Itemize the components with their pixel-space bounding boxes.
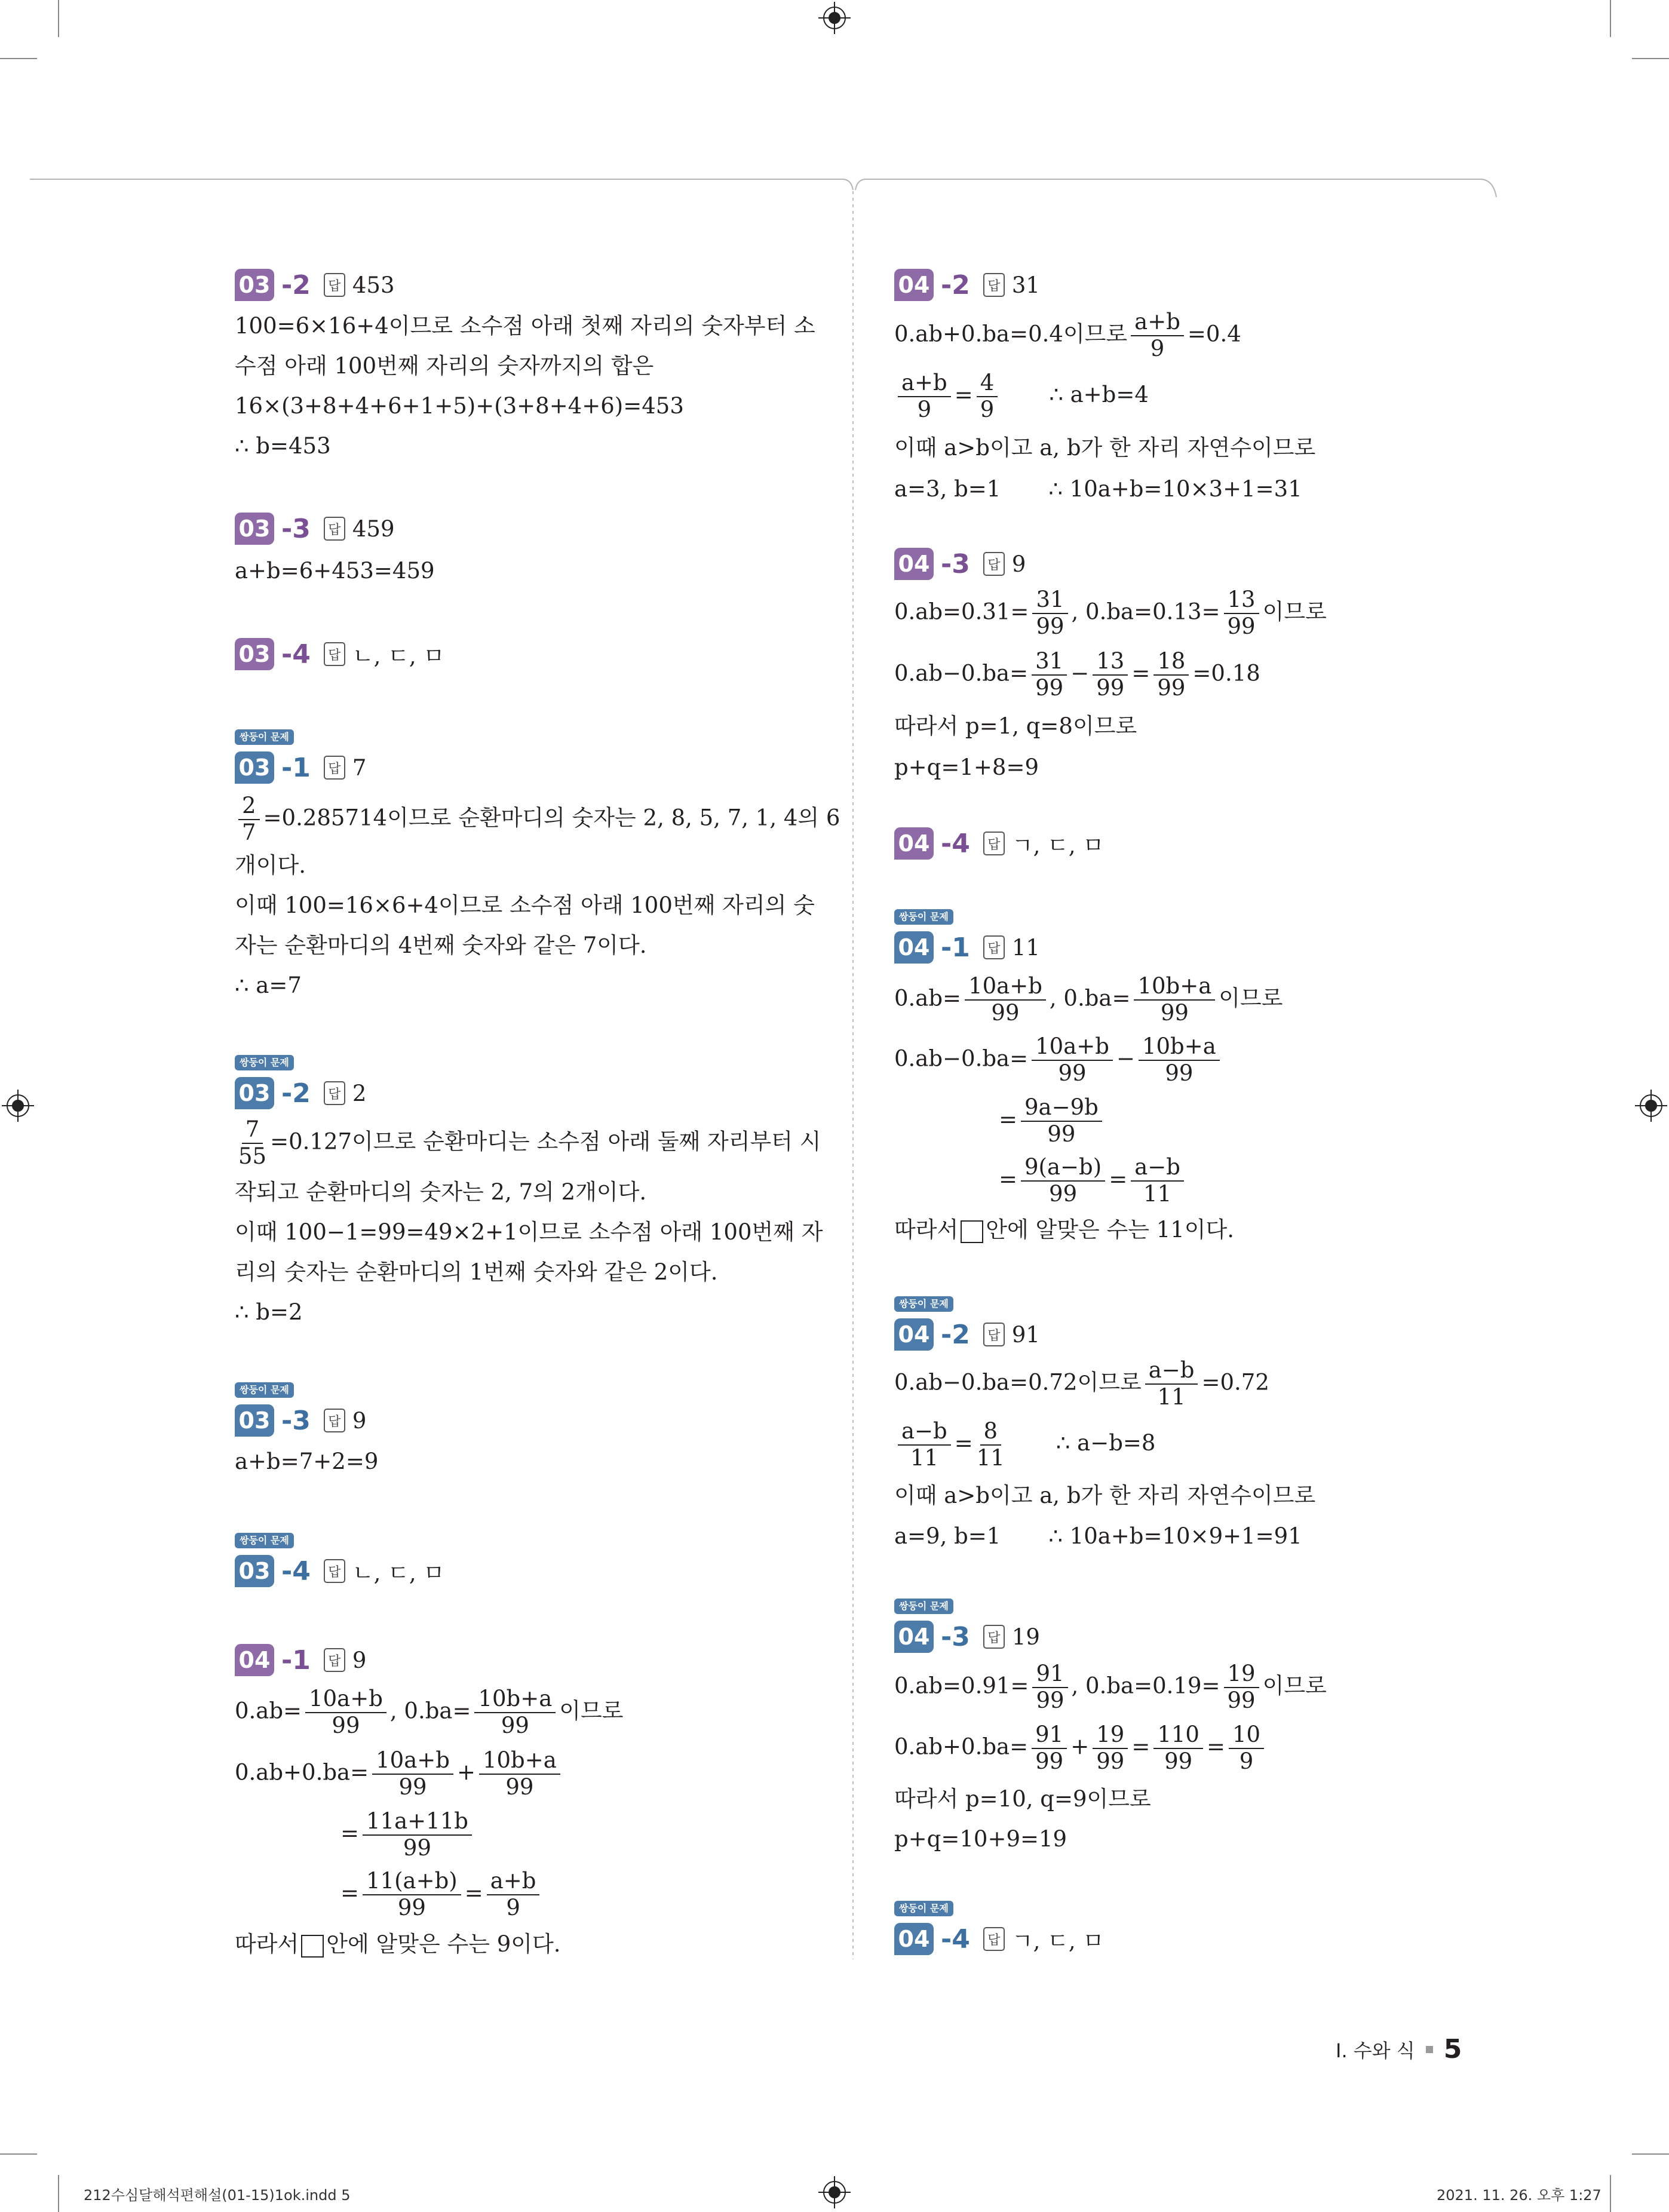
section-badge: 03 bbox=[235, 1555, 274, 1587]
solution-line: 0.ab−0.ba= $\frac{10a+b}{99}$ − $\frac{10b+a}{99}$ bbox=[894, 1035, 1223, 1085]
section-badge: 04 bbox=[894, 1318, 934, 1351]
answer-value: ㄱ, ㄷ, ㅁ bbox=[1011, 1928, 1105, 1954]
section-header bbox=[894, 827, 1104, 860]
section-badge: 04 bbox=[894, 1621, 934, 1653]
answer-icon: 답 bbox=[983, 552, 1005, 576]
section-suffix: -1 bbox=[941, 932, 970, 963]
solution-line: = $\frac{11(a+b)}{99}$ = $\frac{a+b}{9}$ bbox=[340, 1870, 543, 1920]
section-badge: 03 bbox=[235, 1404, 274, 1437]
answer-value: 453 bbox=[352, 272, 395, 298]
section-suffix: -2 bbox=[941, 1319, 970, 1350]
section-suffix: -2 bbox=[281, 1078, 311, 1109]
solution-line: a+b=6+453=459 bbox=[235, 558, 435, 584]
answer-value: 19 bbox=[1011, 1624, 1040, 1650]
section-suffix: -3 bbox=[941, 548, 970, 579]
section-badge: 04 bbox=[894, 1923, 934, 1955]
answer-value: ㄱ, ㄷ, ㅁ bbox=[1011, 833, 1105, 858]
answer-icon: 답 bbox=[983, 935, 1005, 959]
answer-icon: 답 bbox=[324, 1559, 345, 1583]
section-badge: 03 bbox=[235, 751, 274, 784]
answer-icon: 답 bbox=[983, 1927, 1005, 1951]
answer-icon: 답 bbox=[324, 273, 345, 297]
solution-line: = $\frac{9(a-b)}{99}$ = $\frac{a-b}{11}$ bbox=[999, 1156, 1188, 1206]
section-badge: 04 bbox=[894, 931, 934, 964]
solution-line: ∴ a=7 bbox=[235, 972, 302, 998]
answer-icon: 답 bbox=[324, 1648, 345, 1672]
solution-line: 이때 a>b이고 a, b가 한 자리 자연수이므로 bbox=[894, 1483, 1316, 1508]
fraction: $\frac{7}{55}$ bbox=[238, 1116, 267, 1169]
solution-line: 0.ab+0.ba= $\frac{91}{99}$ + $\frac{19}{99}$ = $\frac{110}{99}$ = $\frac{10}{9}$ bbox=[894, 1723, 1268, 1774]
solution-line: = $\frac{9a-9b}{99}$ bbox=[999, 1096, 1106, 1146]
solution-line: a+b=7+2=9 bbox=[235, 1449, 379, 1474]
solution-line: = $\frac{11a+11b}{99}$ bbox=[340, 1810, 475, 1860]
section-header bbox=[894, 1318, 1040, 1351]
section-badge: 04 bbox=[894, 548, 934, 580]
solution-line: a=9, b=1 ∴ 10a+b=10×9+1=91 bbox=[894, 1523, 1302, 1549]
answer-value: ㄴ, ㄷ, ㅁ bbox=[352, 1560, 445, 1586]
answer-icon: 답 bbox=[983, 1323, 1005, 1346]
twin-problem-tag: 쌍둥이 문제 bbox=[235, 1533, 294, 1548]
section-badge: 03 bbox=[235, 513, 274, 545]
section-header bbox=[235, 751, 366, 784]
section-suffix: -4 bbox=[941, 1923, 970, 1955]
answer-icon: 답 bbox=[324, 756, 345, 780]
solution-line: 자는 순환마디의 4번째 숫자와 같은 7이다. bbox=[235, 932, 647, 958]
answer-value: 9 bbox=[1011, 551, 1026, 577]
chapter-label: I. 수와 식 bbox=[1336, 2039, 1415, 2062]
section-header bbox=[894, 1621, 1040, 1653]
answer-icon: 답 bbox=[324, 642, 345, 666]
solution-line: 따라서 안에 알맞은 수는 11이다. bbox=[894, 1217, 1235, 1242]
solution-line: 수점 아래 100번째 자리의 숫자까지의 합은 bbox=[235, 353, 654, 379]
answer-icon: 답 bbox=[983, 832, 1005, 855]
section-header bbox=[235, 1077, 366, 1109]
solution-line: 작되고 순환마디의 숫자는 2, 7의 2개이다. bbox=[235, 1179, 647, 1205]
solution-line: p+q=10+9=19 bbox=[894, 1826, 1067, 1852]
section-header bbox=[235, 1644, 366, 1676]
section-header bbox=[235, 513, 395, 545]
section-badge: 03 bbox=[235, 269, 274, 301]
twin-problem-tag: 쌍둥이 문제 bbox=[894, 1296, 953, 1312]
section-badge: 04 bbox=[894, 269, 934, 301]
section-header bbox=[235, 269, 395, 301]
solution-line: 0.ab=0.31= $\frac{31}{99}$ , 0.ba=0.13= $\frac{13}{99}$ 이므로 bbox=[894, 587, 1327, 639]
solution-line: p+q=1+8=9 bbox=[894, 754, 1039, 780]
solution-line: 따라서 p=10, q=9이므로 bbox=[894, 1786, 1151, 1812]
solution-line: 0.ab= $\frac{10a+b}{99}$ , 0.ba= $\frac{10b+a}{99}$ 이므로 bbox=[894, 973, 1283, 1026]
twin-problem-tag: 쌍둥이 문제 bbox=[894, 1901, 953, 1916]
section-suffix: -1 bbox=[281, 1645, 311, 1676]
twin-problem-tag: 쌍둥이 문제 bbox=[894, 1599, 953, 1614]
section-header bbox=[894, 269, 1040, 301]
answer-icon: 답 bbox=[983, 273, 1005, 297]
solution-line: a=3, b=1 ∴ 10a+b=10×3+1=31 bbox=[894, 476, 1302, 502]
solution-line: 0.ab+0.ba=0.4이므로 $\frac{a+b}{9}$ =0.4 bbox=[894, 309, 1241, 361]
section-suffix: -1 bbox=[281, 752, 311, 783]
solution-line: 개이다. bbox=[235, 852, 306, 878]
solution-line: 0.ab+0.ba= $\frac{10a+b}{99}$ + $\frac{10b+a}{99}$ bbox=[235, 1749, 564, 1799]
fraction: $\frac{2}{7}$ bbox=[238, 794, 260, 845]
twin-problem-tag: 쌍둥이 문제 bbox=[894, 909, 953, 925]
page-number-block bbox=[1336, 2034, 1462, 2064]
section-suffix: -2 bbox=[281, 269, 311, 300]
section-badge: 04 bbox=[894, 827, 934, 860]
blank-box bbox=[301, 1935, 324, 1958]
answer-icon: 답 bbox=[324, 1409, 345, 1432]
answer-value: 9 bbox=[352, 1407, 367, 1434]
answer-icon: 답 bbox=[324, 1081, 345, 1105]
section-suffix: -4 bbox=[281, 639, 311, 670]
section-badge: 03 bbox=[235, 1077, 274, 1109]
twin-problem-tag: 쌍둥이 문제 bbox=[235, 1055, 294, 1070]
section-suffix: -3 bbox=[281, 1405, 311, 1436]
answer-value: 31 bbox=[1011, 272, 1040, 298]
solution-line: $\frac{a-b}{11}$ = $\frac{8}{11}$ ∴ a−b=8 bbox=[894, 1420, 1155, 1470]
answer-value: 2 bbox=[352, 1080, 367, 1106]
file-slug: 212수심달해석편해설(01-15)1ok.indd 5 bbox=[84, 2187, 351, 2204]
blank-box bbox=[961, 1220, 983, 1243]
answer-icon: 답 bbox=[324, 517, 345, 541]
section-header bbox=[894, 548, 1026, 580]
solution-line: 따라서 p=1, q=8이므로 bbox=[894, 713, 1137, 739]
solution-line: $\frac{7}{55}$ =0.127이므로 순환마디는 소수점 아래 둘째 자리부터 시 bbox=[238, 1116, 821, 1169]
solution-line: 0.ab=0.91= $\frac{91}{99}$ , 0.ba=0.19= $\frac{19}{99}$ 이므로 bbox=[894, 1661, 1327, 1713]
answer-value: 7 bbox=[352, 754, 367, 781]
twin-problem-tag: 쌍둥이 문제 bbox=[235, 1382, 294, 1398]
twin-problem-tag: 쌍둥이 문제 bbox=[235, 729, 294, 745]
section-badge: 03 bbox=[235, 638, 274, 670]
answer-icon: 답 bbox=[983, 1625, 1005, 1649]
answer-value: ㄴ, ㄷ, ㅁ bbox=[352, 643, 445, 669]
solution-line: 0.ab= $\frac{10a+b}{99}$ , 0.ba= $\frac{10b+a}{99}$ 이므로 bbox=[235, 1686, 624, 1738]
page-number: 5 bbox=[1443, 2034, 1462, 2064]
solution-line: 이때 100−1=99=49×2+1이므로 소수점 아래 100번째 자 bbox=[235, 1219, 823, 1245]
solution-line: 이때 a>b이고 a, b가 한 자리 자연수이므로 bbox=[894, 435, 1316, 461]
solution-line: 이때 100=16×6+4이므로 소수점 아래 100번째 자리의 숫 bbox=[235, 892, 815, 918]
solution-line: 0.ab−0.ba=0.72이므로 $\frac{a-b}{11}$ =0.72 bbox=[894, 1357, 1269, 1410]
solution-line: 100=6×16+4이므로 소수점 아래 첫째 자리의 숫자부터 소 bbox=[235, 313, 815, 339]
answer-value: 11 bbox=[1011, 934, 1040, 961]
section-suffix: -4 bbox=[941, 828, 970, 859]
section-suffix: -4 bbox=[281, 1556, 311, 1587]
answer-value: 9 bbox=[352, 1647, 367, 1673]
answer-value: 459 bbox=[352, 516, 395, 542]
separator-icon bbox=[1426, 2046, 1433, 2053]
solution-line: 리의 숫자는 순환마디의 1번째 숫자와 같은 2이다. bbox=[235, 1259, 718, 1285]
solution-line: 0.ab−0.ba= $\frac{31}{99}$ − $\frac{13}{99}$ = $\frac{18}{99}$ =0.18 bbox=[894, 648, 1260, 701]
section-badge: 04 bbox=[235, 1644, 274, 1676]
section-suffix: -3 bbox=[941, 1621, 970, 1652]
section-suffix: -2 bbox=[941, 269, 970, 300]
date-slug: 2021. 11. 26. 오후 1:27 bbox=[1437, 2187, 1601, 2204]
solution-line: 16×(3+8+4+6+1+5)+(3+8+4+6)=453 bbox=[235, 393, 684, 419]
solution-line: ∴ b=2 bbox=[235, 1299, 303, 1325]
answer-value: 91 bbox=[1011, 1321, 1040, 1348]
section-header bbox=[235, 1404, 366, 1437]
section-suffix: -3 bbox=[281, 513, 311, 544]
section-header bbox=[235, 1555, 444, 1587]
solution-line: ∴ b=453 bbox=[235, 433, 331, 459]
section-header bbox=[894, 931, 1040, 964]
solution-line: 따라서 안에 알맞은 수는 9이다. bbox=[235, 1931, 561, 1957]
section-header bbox=[235, 638, 444, 670]
section-header bbox=[894, 1923, 1104, 1955]
solution-line: $\frac{a+b}{9}$ = $\frac{4}{9}$ ∴ a+b=4 bbox=[894, 372, 1149, 422]
solution-line: $\frac{2}{7}$ =0.285714이므로 순환마디의 숫자는 2, 8, 5, 7, 1, 4의 6 bbox=[235, 794, 840, 845]
